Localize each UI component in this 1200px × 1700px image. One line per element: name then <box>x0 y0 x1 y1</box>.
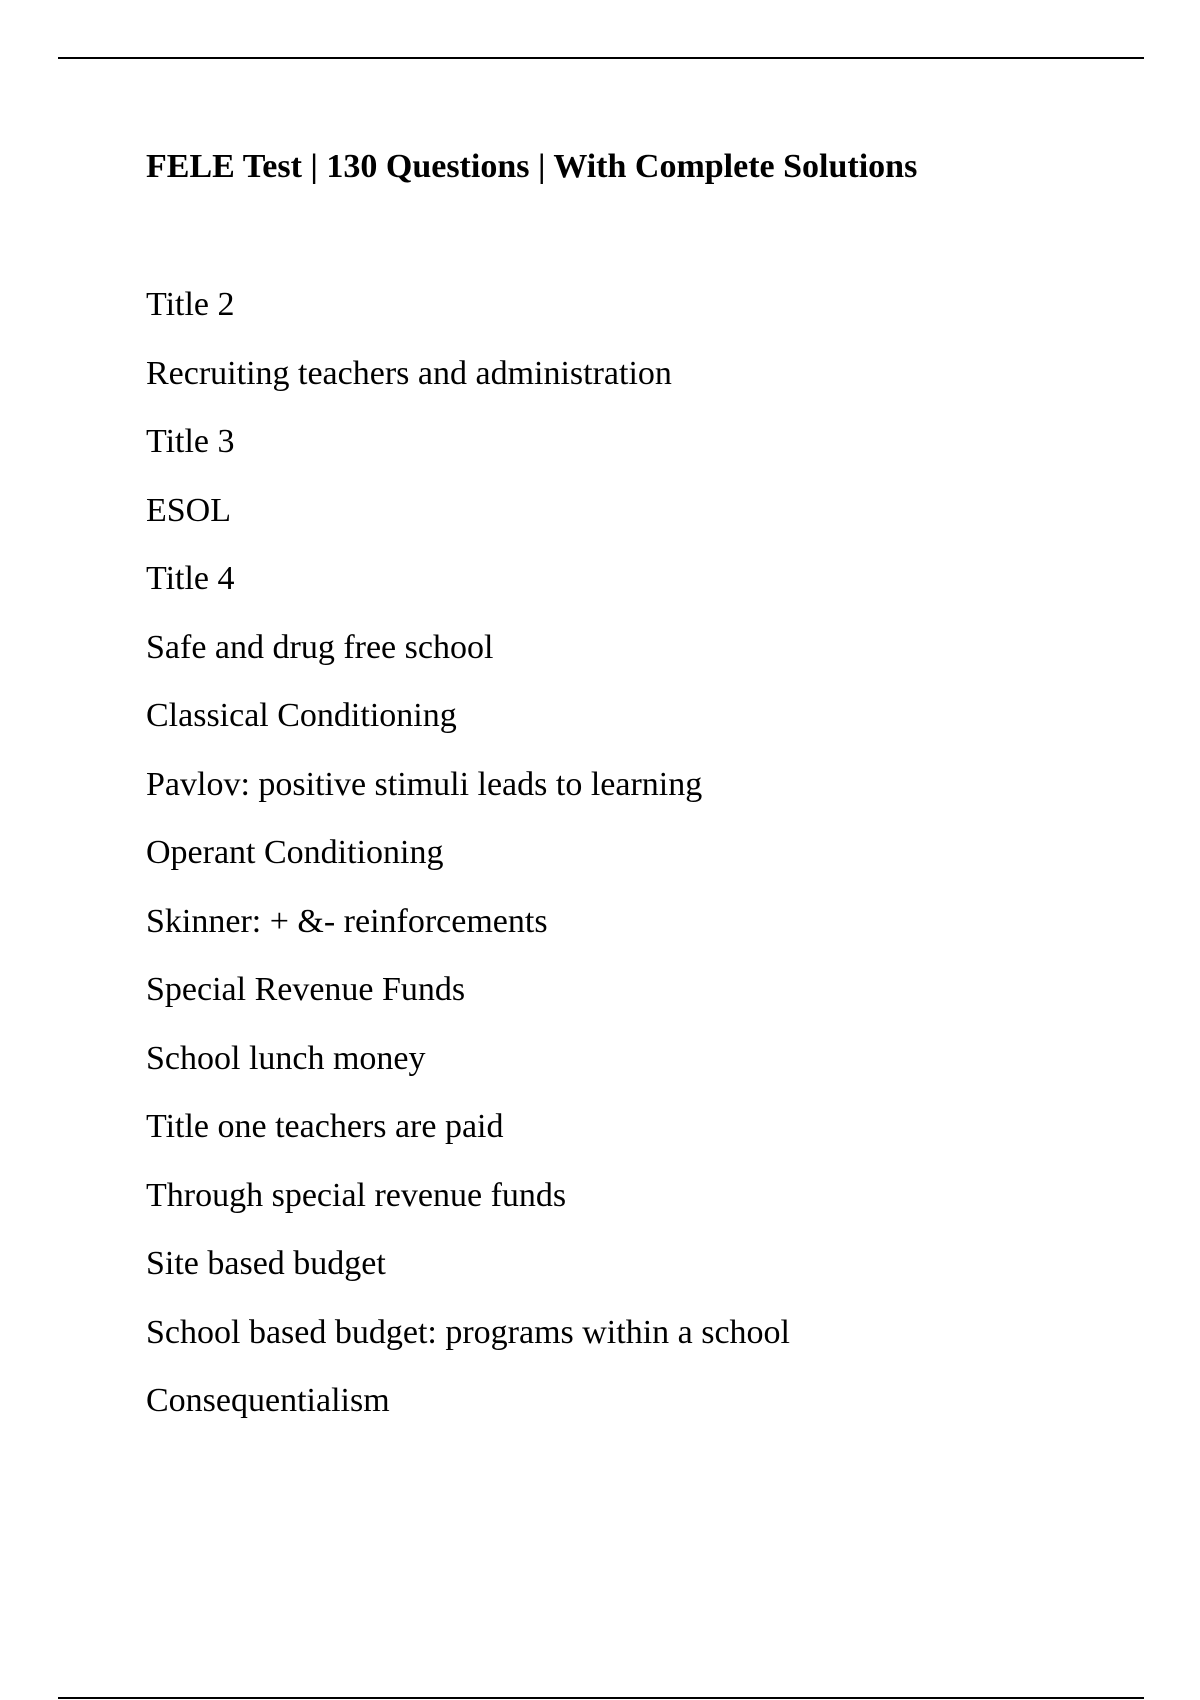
content-line: Site based budget <box>146 1245 386 1282</box>
top-divider <box>58 57 1144 59</box>
content-line: Through special revenue funds <box>146 1176 567 1214</box>
content-line: Operant Conditioning <box>146 834 444 871</box>
content-lines <box>146 277 790 1442</box>
content-line: Pavlov: positive stimuli leads to learning <box>146 765 703 803</box>
content-line: Safe and drug free school <box>146 628 494 666</box>
bottom-divider <box>58 1697 1144 1699</box>
content-line: Title one teachers are paid <box>146 1108 504 1145</box>
content-line: School based budget: programs within a school <box>146 1313 791 1351</box>
content-line: Title 3 <box>146 423 235 460</box>
content-line: Classical Conditioning <box>146 697 457 734</box>
content-line: Skinner: + &- reinforcements <box>146 902 548 940</box>
content-line: Consequentialism <box>146 1382 390 1419</box>
content-line: School lunch money <box>146 1039 426 1077</box>
content-line: Title 4 <box>146 560 235 597</box>
document-title: FELE Test | 130 Questions | With Complete Solutions <box>146 148 918 185</box>
content-line: Title 2 <box>146 286 235 323</box>
content-line: ESOL <box>146 491 231 529</box>
content-line: Special Revenue Funds <box>146 971 466 1008</box>
content-line: Recruiting teachers and administration <box>146 354 672 392</box>
